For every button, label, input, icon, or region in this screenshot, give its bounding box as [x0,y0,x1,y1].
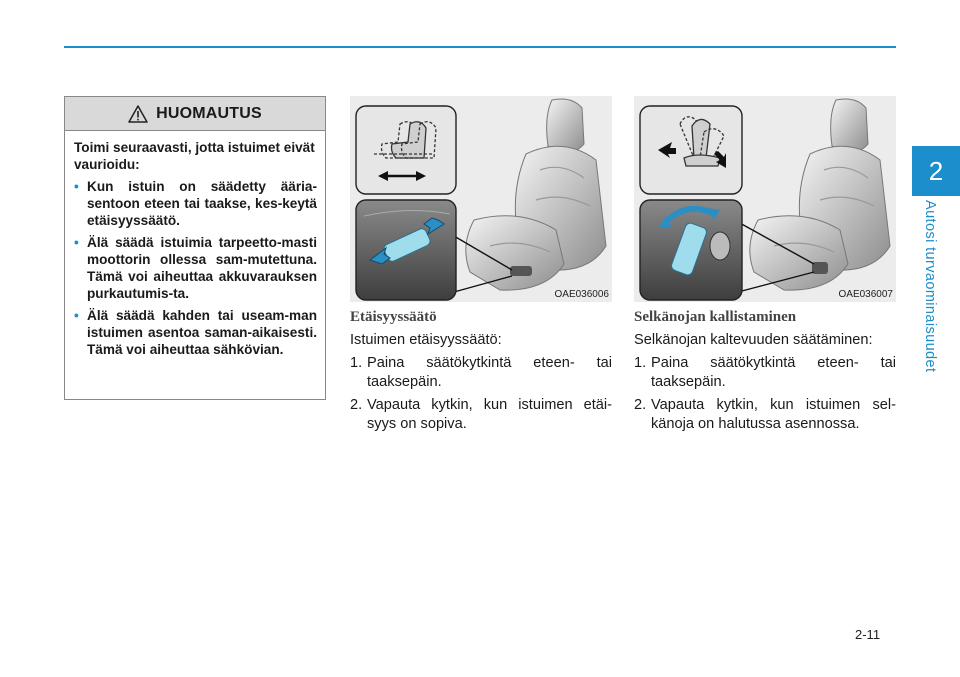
step-list [634,354,896,434]
figure-code: OAE036006 [554,289,609,300]
step-item: 1. Paina säätökytkintä eteen- tai taaksepäin. [350,355,612,390]
section-heading: Selkänojan kallistaminen [634,309,797,325]
warning-intro: Toimi seuraavasti, jotta istuimet eivät vaurioidu: [74,140,315,172]
backrest-recline-illustration [634,96,896,302]
section-seat-distance [350,308,612,438]
figure-backrest-recline [634,96,896,302]
step-item: 2. Vapauta kytkin, kun istuimen sel-känoja on halutussa asennossa. [634,397,896,432]
warning-title: HUOMAUTUS [156,104,262,122]
seat-icon [466,99,606,290]
warning-item: • Kun istuin on säädetty ääria-sentoon eteen tai taakse, kes-keytä etäisyyssäätö. [74,179,317,228]
chapter-title-text: Autosi turvaominaisuudet [922,200,938,373]
step-item: 1. Paina säätökytkintä eteen- tai taaksepäin. [634,355,896,390]
page-number: 2-11 [855,627,881,642]
figure-code: OAE036007 [838,289,893,300]
seat-distance-illustration [350,96,612,302]
seat-switch-inset [356,200,456,300]
recline-switch-inset [640,200,742,300]
warning-box [64,96,326,400]
bullet-icon: • [74,308,79,323]
warning-triangle-icon [128,105,148,123]
step-list [350,354,612,434]
warning-item: • Älä säädä kahden tai useam-man istuimen asentoa saman-aikaisesti. Tämä voi aiheuttaa sähkövian. [74,308,317,357]
section-backrest-recline [634,308,896,438]
section-intro: Istuimen etäisyyssäätö: [350,332,502,348]
chapter-tab[interactable] [912,146,960,196]
step-item: 2. Vapauta kytkin, kun istuimen etäi-syys on sopiva. [350,397,612,432]
seat-icon [750,99,890,290]
figure-seat-distance [350,96,612,302]
chapter-title [922,200,946,373]
section-intro: Selkänojan kaltevuuden säätäminen: [634,332,873,348]
bullet-icon: • [74,179,79,194]
bullet-icon: • [74,235,79,250]
top-rule [64,46,896,48]
warning-item: • Älä säädä istuimia tarpeetto-masti moottorin ollessa sam-mutettuna. Tämä voi aiheuttaa akkuvarauksen purkautumis-ta. [74,235,317,301]
section-heading: Etäisyyssäätö [350,309,437,325]
warning-list [74,178,317,358]
warning-body [65,131,325,358]
warning-header [65,97,325,131]
chapter-number: 2 [928,155,944,186]
seat-position-inset [356,106,456,194]
backrest-position-inset [640,106,742,194]
